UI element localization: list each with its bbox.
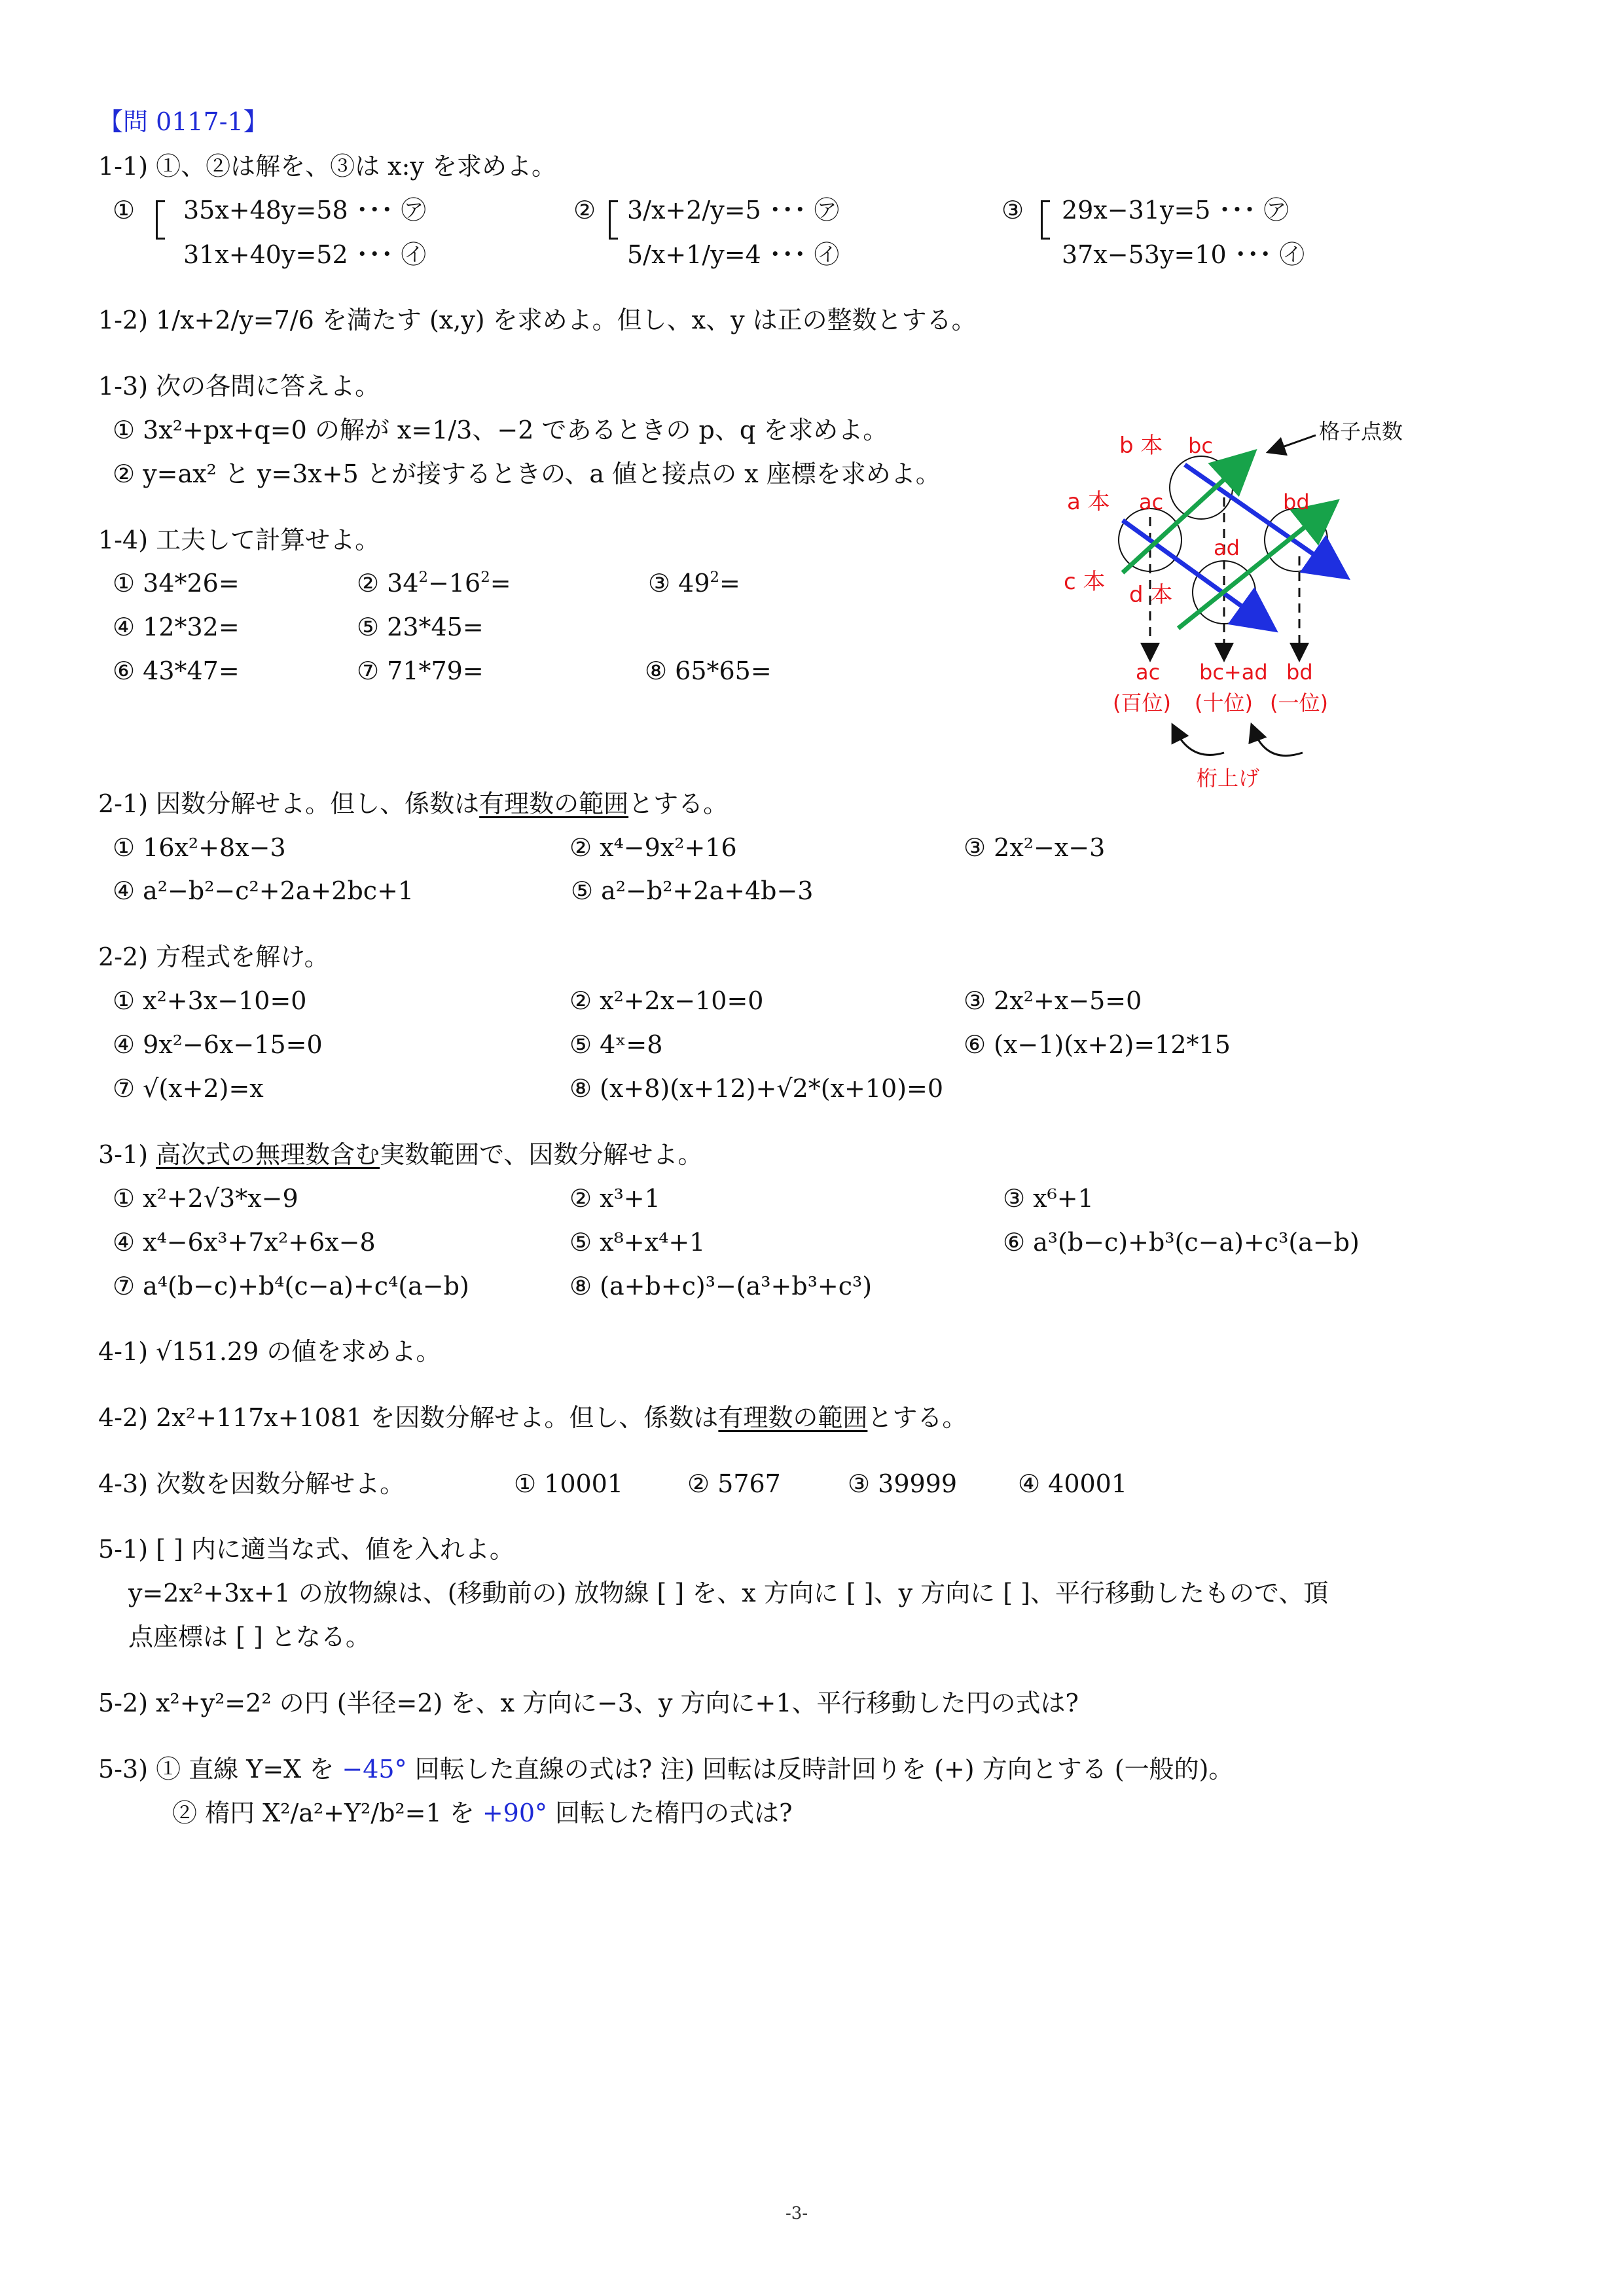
q2-2-item4: ④ 9x²−6x−15=0 — [113, 1030, 323, 1059]
q1-1-system3-mark: ③ — [1001, 196, 1024, 224]
lattice-point-bc-circle — [1170, 456, 1233, 519]
place-hundreds: (百位) — [1113, 691, 1171, 715]
q2-2-item2: ② x²+2x−10=0 — [569, 986, 764, 1015]
q1-1-system1-eq1: 35x+48y=58 ･･･ ㋐ — [183, 196, 426, 224]
q1-1-system2-brace — [609, 200, 620, 240]
q5-3-line1: 5-3) ① 直線 Y=X を −45° 回転した直線の式は? 注) 回転は反時計回りを (+) 方向とする (一般的)。 — [98, 1755, 1234, 1784]
q5-2-text: 5-2) x²+y²=2² の円 (半径=2) を、x 方向に−3、y 方向に+1、平行移動した円の式は? — [98, 1689, 1079, 1717]
q1-1-heading: 1-1) ①、②は解を、③は x:y を求めよ。 — [98, 152, 556, 181]
q2-2-item5: ⑤ 4ˣ=8 — [569, 1030, 663, 1059]
q2-2-item8: ⑧ (x+8)(x+12)+√2*(x+10)=0 — [569, 1074, 944, 1103]
q2-2-item3: ③ 2x²+x−5=0 — [964, 986, 1142, 1015]
q1-1-system1-eq2: 31x+40y=52 ･･･ ㋑ — [183, 240, 426, 269]
q1-1-system2-eq2: 5/x+1/y=4 ･･･ ㋑ — [627, 240, 839, 269]
q1-1-system1-mark: ① — [113, 196, 135, 224]
q3-1-heading: 3-1) 高次式の無理数含む実数範囲で、因数分解せよ。 — [98, 1140, 703, 1169]
label-a: a 本 — [1067, 489, 1110, 515]
multiplication-lattice-diagram — [1028, 406, 1447, 798]
label-bd: bd — [1283, 490, 1310, 514]
label-ac: ac — [1139, 490, 1164, 514]
q4-3-item1: ① 10001 — [514, 1469, 624, 1498]
q2-1-item4: ④ a²−b²−c²+2a+2bc+1 — [113, 876, 414, 905]
q1-3-item2: ② y=ax² と y=3x+5 とが接するときの、a 値と接点の x 座標を求めよ。 — [113, 459, 941, 488]
result-tens: bc+ad — [1199, 660, 1268, 685]
q2-1-heading: 2-1) 因数分解せよ。但し、係数は有理数の範囲とする。 — [98, 789, 729, 818]
q1-1-system1-brace — [156, 200, 167, 240]
q4-1-text: 4-1) √151.29 の値を求めよ。 — [98, 1337, 441, 1366]
green-line-d — [1178, 511, 1326, 628]
q2-2-item7: ⑦ √(x+2)=x — [113, 1074, 264, 1103]
q5-1-line1: y=2x²+3x+1 の放物線は、(移動前の) 放物線 [ ] を、x 方向に [ ]、y 方向に [ ]、平行移動したもので、頂 — [128, 1579, 1329, 1607]
problem-title: 【問 0117-1】 — [98, 107, 268, 136]
q4-2-text: 4-2) 2x²+117x+1081 を因数分解せよ。但し、係数は有理数の範囲とする。 — [98, 1403, 967, 1432]
q1-1-system3-eq2: 37x−53y=10 ･･･ ㋑ — [1062, 240, 1305, 269]
q1-4-item8: ⑧ 65*65= — [645, 656, 772, 685]
q1-4-item2: ② $34^2-16^2=$ — [357, 569, 511, 598]
carry-label: 桁上げ — [1197, 766, 1260, 791]
q2-1-item2: ② x⁴−9x²+16 — [569, 833, 737, 862]
q4-3-item3: ③ 39999 — [848, 1469, 958, 1498]
q1-4-item6: ⑥ 43*47= — [113, 656, 240, 685]
q3-1-item4: ④ x⁴−6x³+7x²+6x−8 — [113, 1228, 376, 1257]
q4-3-item2: ② 5767 — [687, 1469, 781, 1498]
q3-1-item7: ⑦ a⁴(b−c)+b⁴(c−a)+c⁴(a−b) — [113, 1272, 469, 1300]
q5-1-heading: 5-1) [ ] 内に適当な式、値を入れよ。 — [98, 1535, 514, 1564]
q3-1-item5: ⑤ x⁸+x⁴+1 — [569, 1228, 706, 1257]
q5-3-line2: ② 楕円 X²/a²+Y²/b²=1 を +90° 回転した楕円の式は? — [172, 1799, 793, 1827]
q2-2-item1: ① x²+3x−10=0 — [113, 986, 307, 1015]
q5-1-line2: 点座標は [ ] となる。 — [128, 1623, 370, 1651]
q2-2-heading: 2-2) 方程式を解け。 — [98, 942, 329, 971]
q1-4-item1: ① 34*26= — [113, 569, 240, 598]
q2-1-item3: ③ 2x²−x−3 — [964, 833, 1106, 862]
q1-1-system3-brace — [1041, 200, 1052, 240]
q3-1-item2: ② x³+1 — [569, 1184, 660, 1213]
label-b: b 本 — [1119, 433, 1163, 459]
q3-1-item1: ① x²+2√3*x−9 — [113, 1184, 298, 1213]
q2-1-item5: ⑤ a²−b²+2a+4b−3 — [571, 876, 814, 905]
label-bc: bc — [1188, 433, 1213, 458]
result-hundreds: ac — [1136, 660, 1161, 685]
q2-2-item6: ⑥ (x−1)(x+2)=12*15 — [964, 1030, 1231, 1059]
q3-1-item6: ⑥ a³(b−c)+b³(c−a)+c³(a−b) — [1003, 1228, 1360, 1257]
label-d: d 本 — [1129, 582, 1173, 608]
label-c: c 本 — [1064, 569, 1106, 595]
q3-1-item8: ⑧ (a+b+c)³−(a³+b³+c³) — [569, 1272, 873, 1300]
q1-4-item3: ③ $49^2=$ — [648, 569, 740, 598]
q1-2-text: 1-2) 1/x+2/y=7/6 を満たす (x,y) を求めよ。但し、x、y は正の整数とする。 — [98, 306, 977, 334]
q1-4-item7: ⑦ 71*79= — [357, 656, 484, 685]
q1-3-heading: 1-3) 次の各問に答えよ。 — [98, 372, 380, 401]
place-ones: (一位) — [1270, 691, 1328, 715]
result-ones: bd — [1286, 660, 1313, 685]
q3-1-item3: ③ x⁶+1 — [1003, 1184, 1094, 1213]
label-lattice-count: 格子点数 — [1319, 419, 1403, 444]
place-tens: (十位) — [1195, 691, 1253, 715]
q1-1-system2-mark: ② — [573, 196, 596, 224]
q1-4-item4: ④ 12*32= — [113, 613, 240, 641]
q1-3-item1: ① 3x²+px+q=0 の解が x=1/3、−2 であるときの p、q を求めよ。 — [113, 416, 888, 444]
q1-4-heading: 1-4) 工夫して計算せよ。 — [98, 526, 380, 554]
q1-1-system2-eq1: 3/x+2/y=5 ･･･ ㋐ — [627, 196, 839, 224]
q4-3-heading: 4-3) 次数を因数分解せよ。 — [98, 1469, 405, 1498]
label-ad: ad — [1214, 535, 1240, 560]
blue-line-b — [1185, 465, 1335, 569]
q2-1-item1: ① 16x²+8x−3 — [113, 833, 286, 862]
q4-3-item4: ④ 40001 — [1018, 1469, 1128, 1498]
q1-1-system3-eq1: 29x−31y=5 ･･･ ㋐ — [1062, 196, 1289, 224]
page-number: -3- — [785, 2204, 808, 2223]
q1-4-item5: ⑤ 23*45= — [357, 613, 484, 641]
